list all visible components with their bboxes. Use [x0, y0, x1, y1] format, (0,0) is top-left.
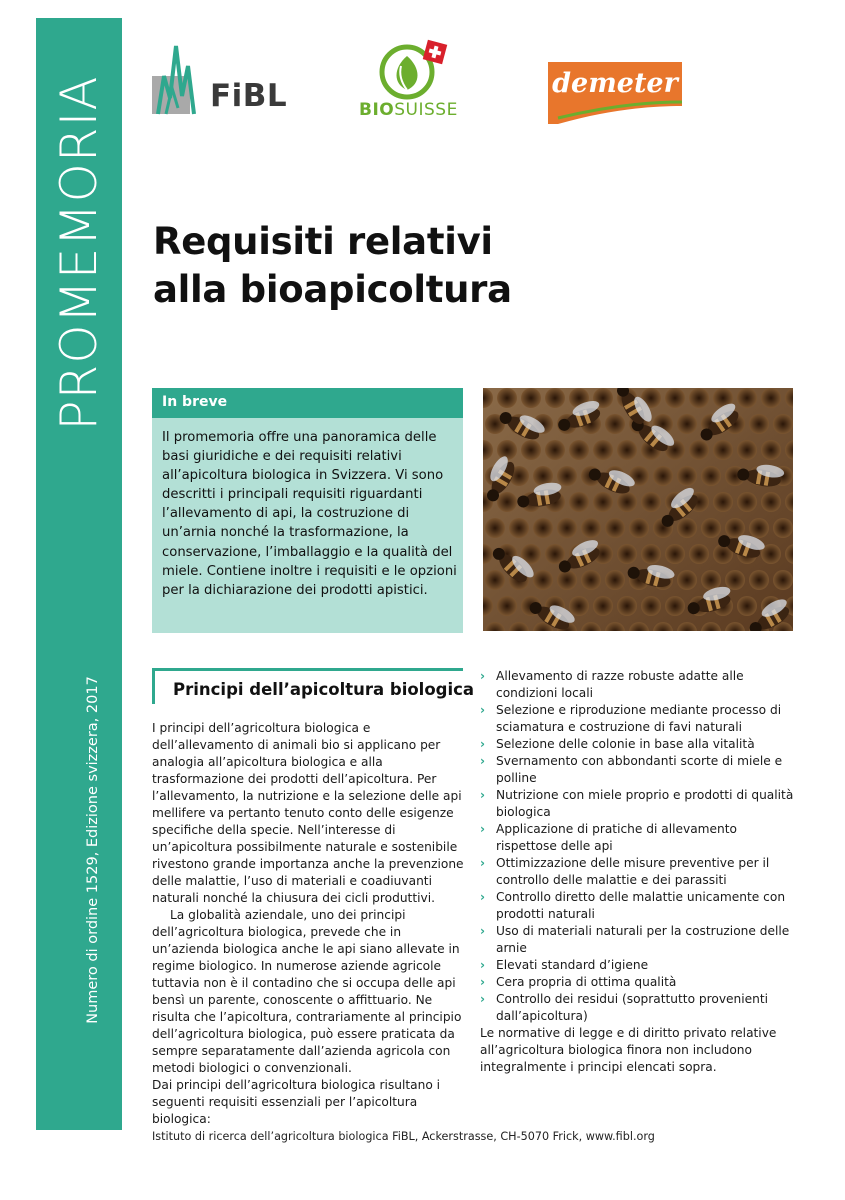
list-item: › Elevati standard d’igiene	[480, 958, 649, 972]
chevron-right-icon: ›	[480, 856, 486, 870]
list-item: › Uso di materiali naturali per la costruzione delle arnie	[480, 924, 790, 955]
chevron-right-icon: ›	[480, 992, 486, 1006]
biosuisse-wordmark: BIOSUISSE	[359, 100, 458, 120]
section-title: Principi dell’apicoltura biologica	[173, 680, 475, 699]
fibl-mark-icon	[152, 36, 212, 120]
fibl-logo	[152, 36, 302, 120]
chevron-right-icon: ›	[480, 754, 486, 768]
summary-header	[152, 388, 463, 418]
page-footer: Istituto di ricerca dell’agricoltura biologica FiBL, Ackerstrasse, CH-5070 Frick, www.fibl.org	[152, 1130, 655, 1143]
list-item: › Svernamento con abbondanti scorte di miele e polline	[480, 754, 783, 785]
demeter-wordmark: demeter	[552, 68, 678, 99]
page-title: Requisiti relativi alla bioapicoltura	[153, 220, 512, 311]
summary-box	[152, 388, 463, 633]
paragraph: I principi dell’agricoltura biologica e dell’allevamento di animali bio si applicano per analogia all’apicoltura biologica e alla trasformazione dei prodotti dell’apicoltura. Per l’allevamento, la nutrizione e la selezione delle api mellifere va pertanto tenuto conto delle esigenze specifiche della specie. Nell’interesse di un’apicoltura possibilmente naturale e sostenibile rivestono grande importanza anche la prevenzione delle malattie, l’uso di materiali e coadiuvanti naturali nonché la chiusura dei cicli produttivi.	[152, 721, 464, 905]
list-item: › Selezione delle colonie in base alla vitalità	[480, 737, 755, 751]
chevron-right-icon: ›	[480, 669, 486, 683]
chevron-right-icon: ›	[480, 822, 486, 836]
bees-photo	[483, 388, 793, 631]
summary-text: Il promemoria offre una panoramica delle basi giuridiche e dei requisiti relativi all’apicoltura biologica in Svizzera. Vi sono descritti i principali requisiti riguardanti l’allevamento di api, la costruzione di un’arnia nonché la trasformazione, la conservazione, l’imballaggio e la qualità del miele. Contiene inoltre i requisiti e le opzioni per la dichiarazione dei prodotti apistici.	[162, 430, 457, 598]
body-column-left	[152, 720, 467, 1128]
biosuisse-bud-icon	[355, 38, 465, 100]
biosuisse-logo	[355, 38, 465, 126]
list-item: › Selezione e riproduzione mediante processo di sciamatura e costruzione di favi naturali	[480, 703, 782, 734]
chevron-right-icon: ›	[480, 703, 486, 717]
list-item: › Controllo dei residui (soprattutto provenienti dall’apicoltura)	[480, 992, 769, 1023]
list-item: › Applicazione di pratiche di allevamento rispettose delle api	[480, 822, 738, 853]
list-item: › Allevamento di razze robuste adatte alle condizioni locali	[480, 669, 744, 700]
paragraph: Dai principi dell’agricoltura biologica risultano i seguenti requisiti essenziali per l’apicoltura biologica:	[152, 1078, 441, 1126]
summary-heading: In breve	[162, 394, 228, 410]
list-item: › Controllo diretto delle malattie unicamente con prodotti naturali	[480, 890, 786, 921]
list-item: › Nutrizione con miele proprio e prodotti di qualità biologica	[480, 788, 794, 819]
sidebar-title: PROMEMORIA	[50, 75, 108, 431]
body-column-right	[480, 668, 795, 1076]
requirements-list	[480, 668, 795, 1025]
demeter-logo	[548, 62, 682, 124]
chevron-right-icon: ›	[480, 975, 486, 989]
paragraph: La globalità aziendale, uno dei principi dell’agricoltura biologica, prevede che in un’azienda biologica anche le api siano allevate in regime biologico. In numerose aziende agricole tuttavia non è il contadino che si occupa delle api bensì un parente, conoscente o affittuario. Ne risulta che l’apicoltura, contrariamente al principio dell’agricoltura biologica, può essere praticata da sempre separatamente dall’azienda agricola con metodi biologici o convenzionali.	[152, 908, 462, 1075]
sidebar-order-number: Numero di ordine 1529, Edizione svizzera, 2017	[85, 676, 101, 1024]
list-item: › Cera propria di ottima qualità	[480, 975, 677, 989]
chevron-right-icon: ›	[480, 958, 486, 972]
chevron-right-icon: ›	[480, 788, 486, 802]
list-item: › Ottimizzazione delle misure preventive per il controllo delle malattie e dei parassiti	[480, 856, 770, 887]
chevron-right-icon: ›	[480, 737, 486, 751]
closing-paragraph: Le normative di legge e di diritto privato relative all’agricoltura biologica finora non includono integralmente i principi elencati sopra.	[480, 1026, 777, 1074]
chevron-right-icon: ›	[480, 890, 486, 904]
chevron-right-icon: ›	[480, 924, 486, 938]
fibl-wordmark: FiBL	[210, 78, 288, 114]
